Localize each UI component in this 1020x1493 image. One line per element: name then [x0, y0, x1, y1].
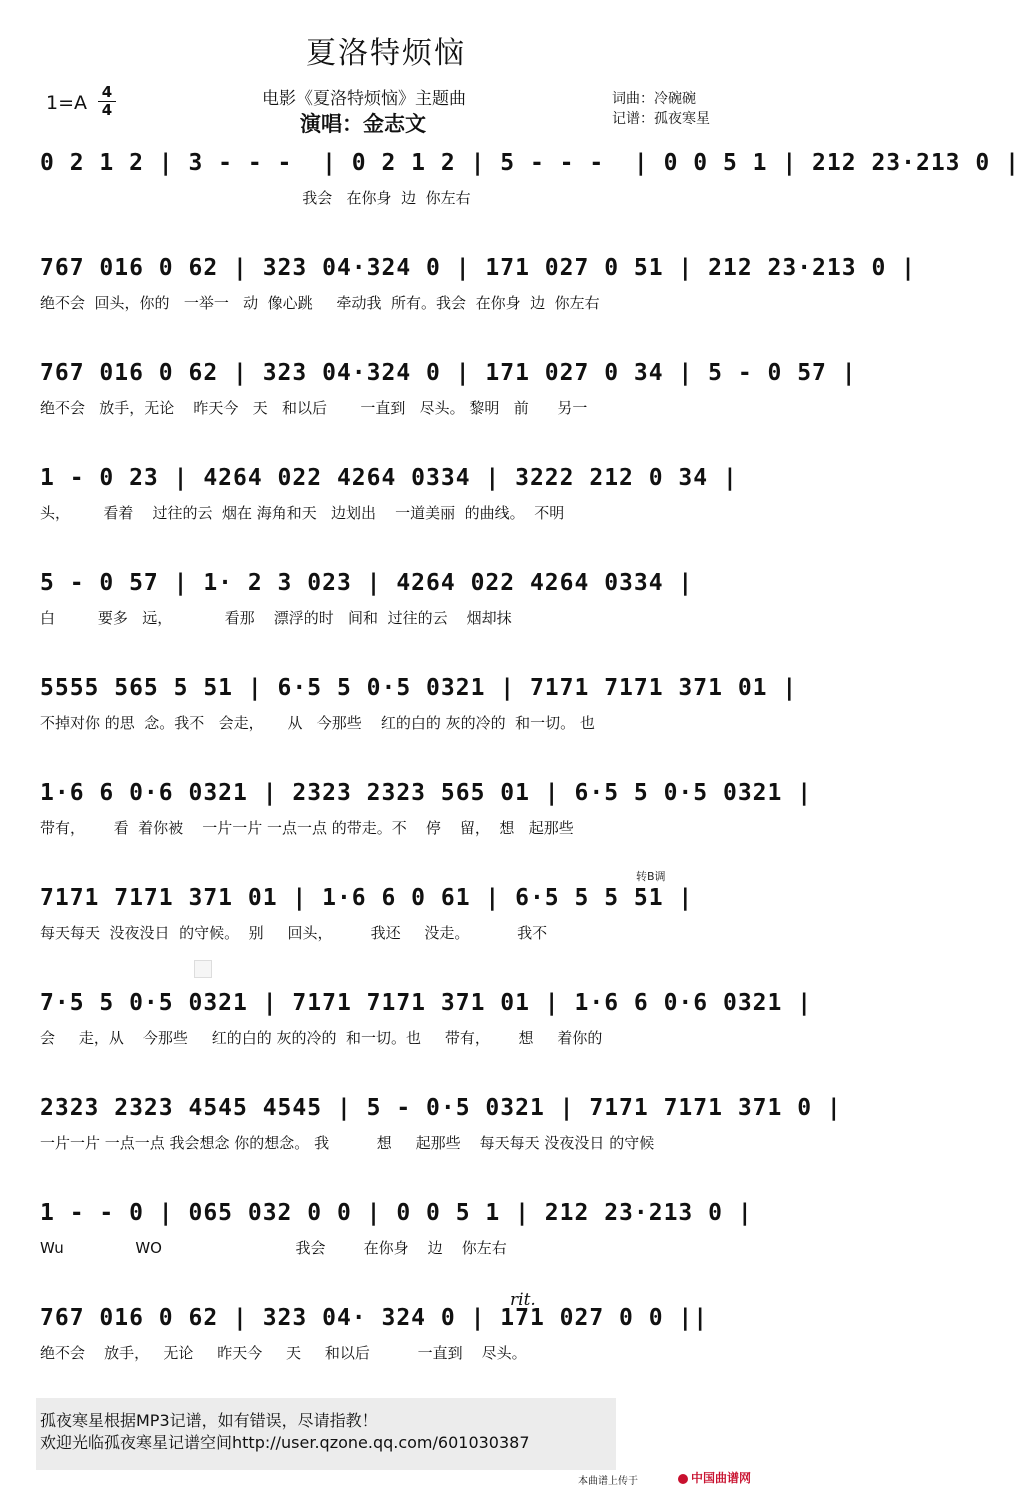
transcriber: 记谱：孤夜寒星: [612, 111, 710, 127]
lyric-line: 白 要多 远， 看那 漂浮的时 间和 过往的云 烟却抹: [40, 609, 512, 627]
site-brand-text: 中国曲谱网: [691, 1471, 752, 1485]
notation-line: 2323 2323 4545 4545 | 5 - 0·5 0321 | 7171 7171 371 0 |: [40, 1095, 842, 1121]
watermark-icon: [194, 960, 212, 978]
modulation-label: 转B调: [636, 870, 666, 883]
notation-line: 0 2 1 2 | 3 - - - | 0 2 1 2 | 5 - - - | 0 0 5 1 | 212 23·213 0 |: [40, 150, 1020, 176]
page-title: 夏洛特烦恼: [306, 36, 466, 71]
lyric-line: 绝不会 放手，无论 昨天今 天 和以后 一直到 尽头。 黎明 前 另一: [40, 399, 588, 417]
lyric-line: 会 走，从 今那些 红的白的 灰的冷的 和一切。也 带有， 想 着你的: [40, 1029, 603, 1047]
notation-line: 5555 565 5 51 | 6·5 5 0·5 0321 | 7171 7171 371 01 |: [40, 675, 798, 701]
lyric-line: 绝不会 放手， 无论 昨天今 天 和以后 一直到 尽头。: [40, 1344, 527, 1362]
notation-line: 767 016 0 62 | 323 04·324 0 | 171 027 0 51 | 212 23·213 0 |: [40, 255, 916, 281]
upload-note: 本曲谱上传于: [578, 1476, 638, 1487]
notation-line: 5 - 0 57 | 1· 2 3 023 | 4264 022 4264 0334 |: [40, 570, 694, 596]
lyric-line: 头， 看着 过往的云 烟在 海角和天 边划出 一道美丽 的曲线。 不明: [40, 504, 565, 522]
lyric-line: 一片一片 一点一点 我会想念 你的想念。 我 想 起那些 每天每天 没夜没日 的守候: [40, 1134, 655, 1152]
notation-line: 767 016 0 62 | 323 04· 324 0 | 171 027 0 0 ||: [40, 1305, 709, 1331]
notation-line: 1 - 0 23 | 4264 022 4264 0334 | 3222 212 0 34 |: [40, 465, 738, 491]
singer: 演唱：金志文: [300, 112, 426, 136]
footer-note: [36, 1398, 616, 1470]
footer-line-1: 孤夜寒星根据MP3记谱，如有错误，尽请指教！: [40, 1411, 378, 1430]
notation-line: 7171 7171 371 01 | 1·6 6 0 61 | 6·5 5 5 51 |: [40, 885, 694, 911]
site-brand[interactable]: [678, 1469, 751, 1486]
notation-line: 7·5 5 0·5 0321 | 7171 7171 371 01 | 1·6 6 0·6 0321 |: [40, 990, 813, 1016]
notation-line: 1 - - 0 | 065 032 0 0 | 0 0 5 1 | 212 23·213 0 |: [40, 1200, 753, 1226]
lyric-line: 我会 在你身 边 你左右: [40, 189, 471, 207]
tempo-mark: rit.: [510, 1290, 536, 1310]
notation-line: 1·6 6 0·6 0321 | 2323 2323 565 01 | 6·5 5 0·5 0321 |: [40, 780, 813, 806]
notation-line: 767 016 0 62 | 323 04·324 0 | 171 027 0 34 | 5 - 0 57 |: [40, 360, 857, 386]
footer-line-2: 欢迎光临孤夜寒星记谱空间http://user.qzone.qq.com/601030387: [40, 1433, 530, 1452]
lyric-line: 每天每天 没夜没日 的守候。 别 回头， 我还 没走。 我不: [40, 924, 548, 942]
time-signature-top: 4: [101, 83, 113, 101]
key-signature: 1=A: [46, 92, 88, 114]
time-signature: [98, 84, 116, 119]
lyricist-composer: 词曲：冷碗碗: [612, 91, 696, 107]
lyric-line: 不掉对你 的思 念。我不 会走， 从 今那些 红的白的 灰的冷的 和一切。 也: [40, 714, 595, 732]
lyric-line: 带有， 看 着你被 一片一片 一点一点 的带走。不 停 留， 想 起那些: [40, 819, 574, 837]
lyric-line: 绝不会 回头，你的 一举一 动 像心跳 牵动我 所有。我会 在你身 边 你左右: [40, 294, 600, 312]
subtitle: 电影《夏洛特烦恼》主题曲: [262, 89, 466, 109]
site-logo-icon: [678, 1474, 688, 1484]
time-signature-bottom: 4: [98, 101, 116, 119]
lyric-line: Wu WO 我会 在你身 边 你左右: [40, 1239, 507, 1257]
